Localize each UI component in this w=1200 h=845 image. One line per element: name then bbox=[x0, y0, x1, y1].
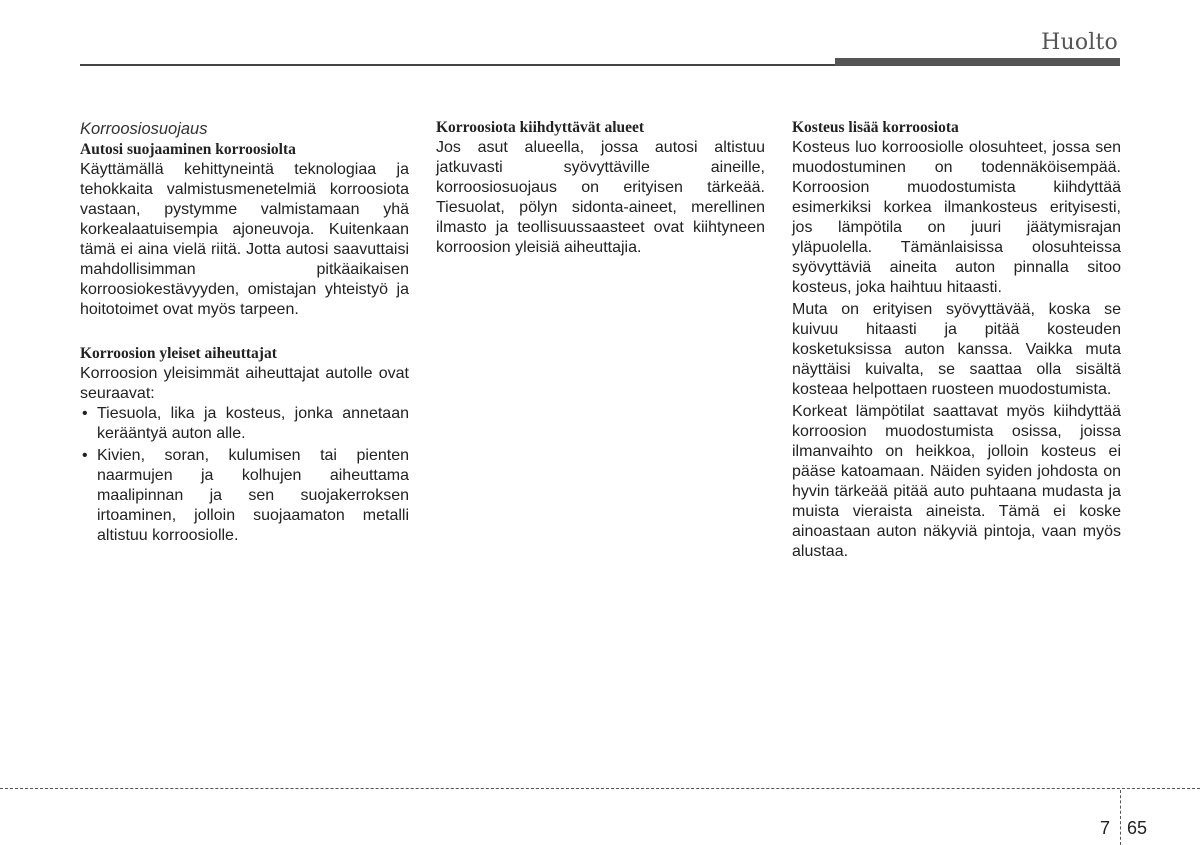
footer-dashed-line bbox=[0, 788, 1200, 789]
main-heading: Korroosiosuojaus bbox=[80, 120, 208, 138]
column-2 bbox=[436, 118, 765, 258]
causes-list bbox=[80, 404, 409, 546]
footer-vertical-line bbox=[1120, 790, 1121, 845]
list-item-text: Kivien, soran, kulumisen tai pienten naarmujen ja kolhujen aiheuttama maalipinnan ja sen suojakerroksen irtoaminen, jolloin suojaamaton metalli altistuu korroosiolle. bbox=[97, 447, 409, 544]
paragraph-mud: Muta on erityisen syövyttävää, koska se kuivuu hitaasti ja pitää kosteuden kosketuksissa auton kanssa. Vaikka muta näyttäisi kuivalta, se saattaa olla sisältä kosteaa helpottaen ruosteen muodostumista. bbox=[792, 301, 1121, 398]
subheading-protecting-car: Autosi suojaaminen korroosiolta bbox=[80, 141, 296, 158]
subheading-moisture: Kosteus lisää korroosiota bbox=[792, 119, 959, 136]
column-3 bbox=[792, 118, 1121, 562]
bullet-icon: • bbox=[82, 447, 88, 464]
bullet-icon: • bbox=[82, 405, 88, 422]
header-rule-thick bbox=[835, 58, 1120, 66]
header-rule-thin bbox=[80, 64, 835, 66]
section-title: Huolto bbox=[1041, 30, 1118, 55]
list-item bbox=[80, 404, 409, 444]
subheading-common-causes: Korroosion yleiset aiheuttajat bbox=[80, 345, 277, 362]
paragraph-areas: Jos asut alueella, jossa autosi altistuu jatkuvasti syövyttäville aineille, korroosiosuojaus on erityisen tärkeää. Tiesuolat, pölyn sidonta-aineet, merellinen ilmasto ja teollisuussaasteet ovat kiihtyneen korroosion yleisiä aiheuttajia. bbox=[436, 139, 765, 256]
column-1 bbox=[80, 118, 409, 548]
page-number: 65 bbox=[1127, 818, 1148, 838]
paragraph-causes-intro: Korroosion yleisimmät aiheuttajat autolle ovat seuraavat: bbox=[80, 365, 409, 402]
paragraph-technology: Käyttämällä kehittyneintä teknologiaa ja tehokkaita valmistusmenetelmiä korroosiota vastaan, pystymme valmistamaan yhä korkealaatuisempia ajoneuvoja. Kuitenkaan tämä ei aina vielä riitä. Jotta autosi saavuttaisi mahdollisimman pitkäaikaisen korroosiokestävyyden, omistajan yhteistyö ja hoitotoimet ovat myös tarpeen. bbox=[80, 161, 409, 318]
chapter-number: 7 bbox=[1100, 818, 1111, 838]
list-item-text: Tiesuola, lika ja kosteus, jonka annetaan kerääntyä auton alle. bbox=[97, 405, 409, 442]
subheading-accelerating-areas: Korroosiota kiihdyttävät alueet bbox=[436, 119, 645, 136]
paragraph-temperature: Korkeat lämpötilat saattavat myös kiihdyttää korroosion muodostumista osissa, joissa ilmanvaihto on heikkoa, jolloin kosteus ei pääse katoamaan. Näiden syiden johdosta on hyvin tärkeää pitää auto puhtaana mudasta ja muista vieraista aineista. Tämä ei koske ainoastaan auton näkyviä pintoja, vaan myös alustaa. bbox=[792, 403, 1121, 560]
paragraph-moisture: Kosteus luo korroosiolle olosuhteet, jossa sen muodostuminen on todennäköisempää. Korroosion muodostumista kiihdyttää esimerkiksi korkea ilmankosteus erityisesti, jos lämpötila on juuri jäätymisrajan yläpuolella. Tämänlaisissa olosuhteissa syövyttäviä aineita auton pinnalla sitoo kosteus, joka haihtuu hitaasti. bbox=[792, 139, 1121, 296]
spacer bbox=[80, 320, 409, 344]
list-item bbox=[80, 446, 409, 546]
